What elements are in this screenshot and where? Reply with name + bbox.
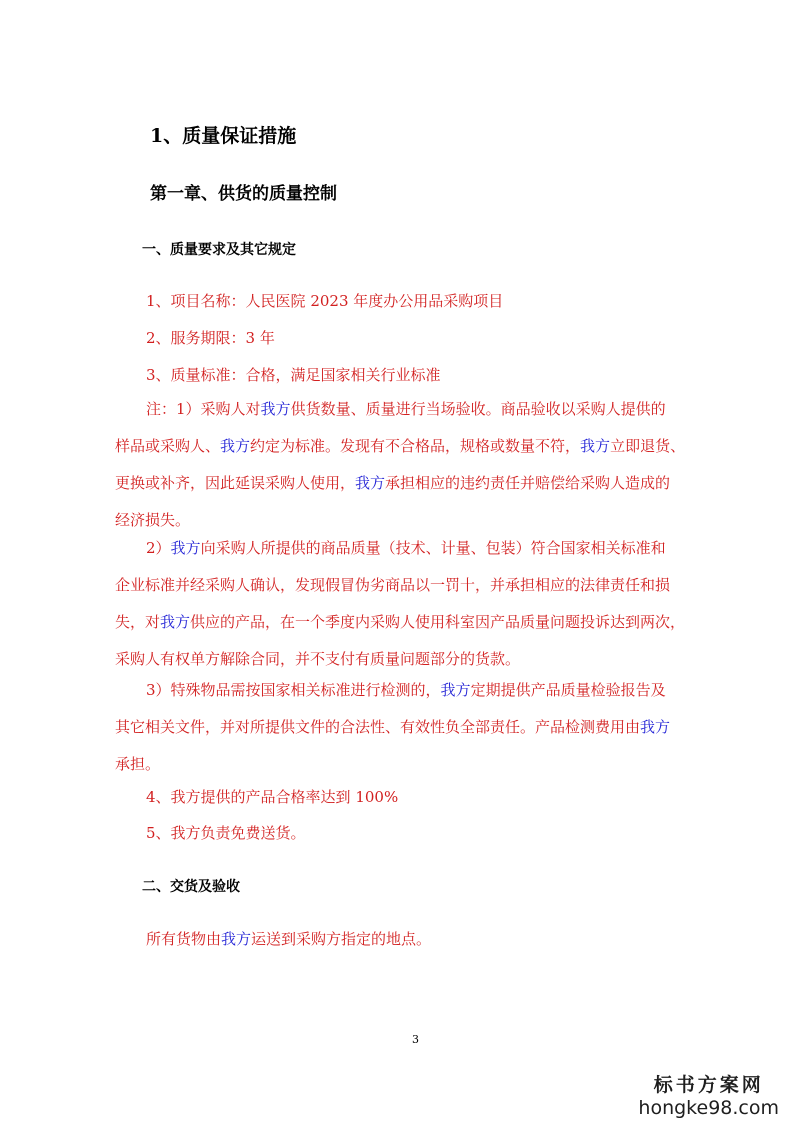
note-paragraph-3 [115,672,700,783]
watermark-title: 标书方案网 [653,1074,764,1096]
note2-row1: 2）我方向采购人所提供的商品质量（技术、计量、包装）符合国家相关标准和 [146,539,666,557]
section-title-requirements: 一、质量要求及其它规定 [142,242,296,258]
quality-standard-line: 3、质量标准：合格，满足国家相关行业标准 [146,366,441,384]
note2-row3: 失，对我方供应的产品，在一个季度内采购人使用科室因产品质量问题投诉达到两次， [115,613,686,631]
note-paragraph-2 [115,530,700,678]
page-number: 3 [412,1033,419,1046]
page-heading: 1、质量保证措施 [150,125,297,147]
note3-row3: 承担。 [115,755,161,773]
note1-row3: 更换或补齐，因此延误采购人使用，我方承担相应的违约责任并赔偿给采购人造成的 [115,474,671,492]
note2-row4: 采购人有权单方解除合同，并不支付有质量问题部分的货款。 [115,650,521,668]
chapter-title: 第一章、供货的质量控制 [150,184,337,204]
note1-row2: 样品或采购人、我方约定为标准。发现有不合格品，规格或数量不符，我方立即退货、 [115,437,686,455]
section-title-delivery: 二、交货及验收 [142,879,240,895]
watermark-logo [638,1070,779,1119]
note1-row4: 经济损失。 [115,511,191,529]
note-paragraph-1 [115,391,700,539]
free-delivery-line: 5、我方负责免费送货。 [146,824,306,842]
delivery-line: 所有货物由我方运送到采购方指定的地点。 [146,930,432,948]
project-name-line: 1、项目名称：人民医院 2023 年度办公用品采购项目 [146,292,504,310]
pass-rate-line: 4、我方提供的产品合格率达到 100% [146,788,399,806]
note2-row2: 企业标准并经采购人确认，发现假冒伪劣商品以一罚十，并承担相应的法律责任和损 [115,576,671,594]
note3-row1: 3）特殊物品需按国家相关标准进行检测的，我方定期提供产品质量检验报告及 [146,681,666,699]
note1-row1: 注：1）采购人对我方供货数量、质量进行当场验收。商品验收以采购人提供的 [146,400,666,418]
watermark-url: hongke98.com [638,1097,779,1119]
note3-row2: 其它相关文件，并对所提供文件的合法性、有效性负全部责任。产品检测费用由我方 [115,718,671,736]
service-period-line: 2、服务期限：3 年 [146,329,275,347]
